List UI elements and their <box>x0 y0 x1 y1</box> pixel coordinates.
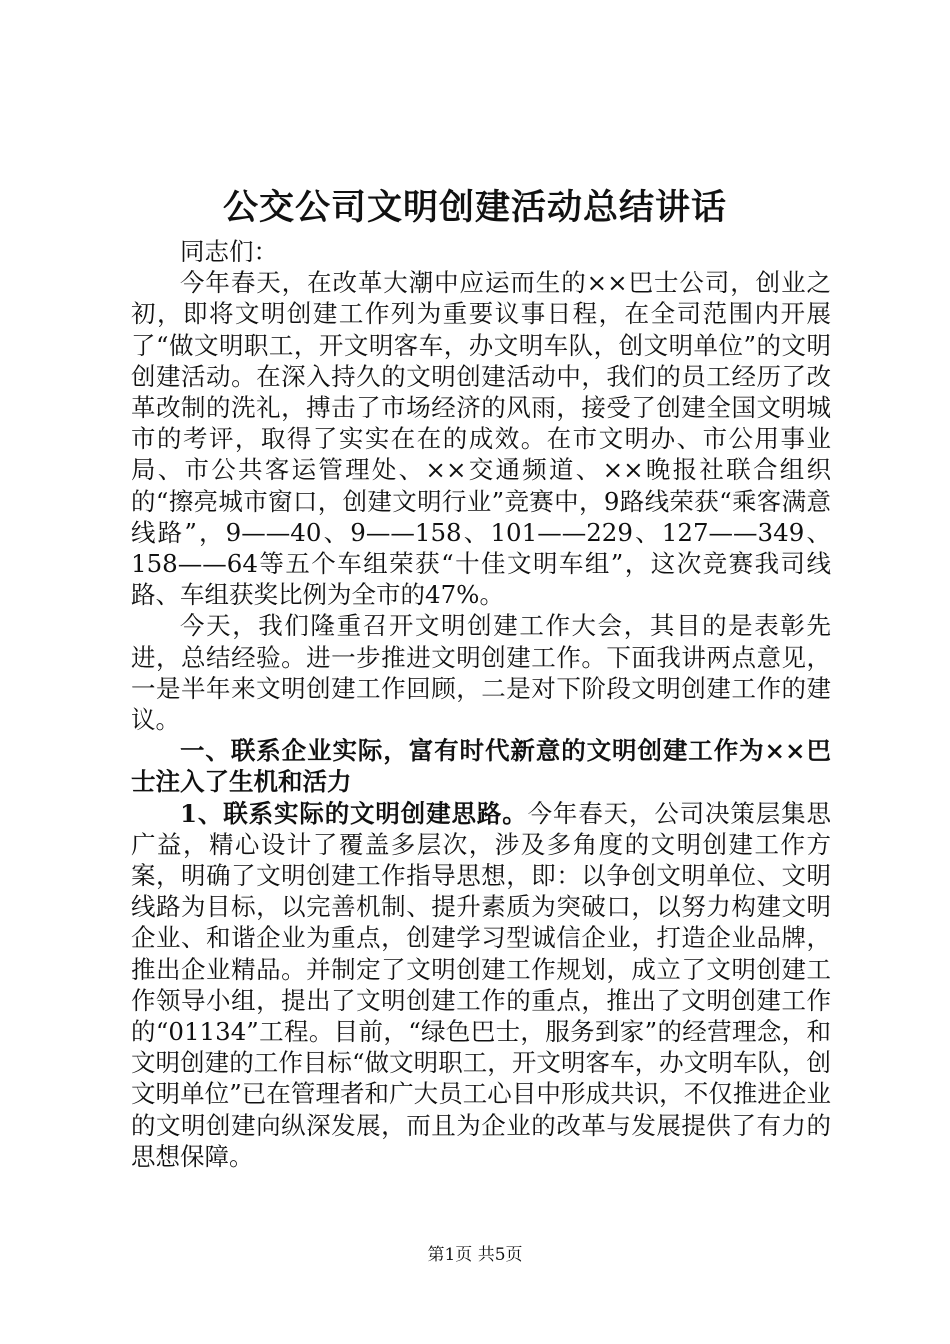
section-heading: 一、联系企业实际，富有时代新意的文明创建工作为××巴士注入了生机和活力 <box>131 736 831 797</box>
salutation: 同志们： <box>180 237 278 266</box>
subsection-lead: 1、联系实际的文明创建思路。 <box>180 798 528 828</box>
subsection-paragraph <box>131 798 831 1172</box>
page-footer: 第1页 共5页 <box>427 1245 523 1265</box>
paragraph-purpose: 今天，我们隆重召开文明创建工作大会，其目的是表彰先进，总结经验。进一步推进文明创建工作。下面我讲两点意见，一是半年来文明创建工作回顾，二是对下阶段文明创建工作的建议。 <box>131 611 831 735</box>
document-title: 公交公司文明创建活动总结讲话 <box>222 187 727 228</box>
document-body <box>131 236 831 1172</box>
paragraph-intro: 今年春天，在改革大潮中应运而生的××巴士公司，创业之初，即将文明创建工作列为重要议事日程，在全司范围内开展了“做文明职工，开文明客车，办文明车队，创文明单位”的文明创建活动。在深入持久的文明创建活动中，我们的员工经历了改革改制的洗礼，搏击了市场经济的风雨，接受了创建全国文明城市的考评，取得了实实在在的成效。在市文明办、市公用事业局、市公共客运管理处、××交通频道、××晚报社联合组织的“擦亮城市窗口，创建文明行业”竞赛中，9路线荣获“乘客满意线路”，9——40、9——158、101——229、127——349、158——64等五个车组荣获“十佳文明车组”，这次竞赛我司线路、车组获奖比例为全市的47%。 <box>131 268 831 610</box>
subsection-text: 今年春天，公司决策层集思广益，精心设计了覆盖多层次，涉及多角度的文明创建工作方案，明确了文明创建工作指导思想，即：以争创文明单位、文明线路为目标，以完善机制、提升素质为突破口，以努力构建文明企业、和谐企业为重点，创建学习型诚信企业，打造企业品牌，推出企业精品。并制定了文明创建工作规划，成立了文明创建工作领导小组，提出了文明创建工作的重点，推出了文明创建工作的“01134”工程。目前，“绿色巴士，服务到家”的经营理念，和文明创建的工作目标“做文明职工，开文明客车，办文明车队，创文明单位”已在管理者和广大员工心目中形成共识，不仅推进企业的文明创建向纵深发展，而且为企业的改革与发展提供了有力的思想保障。 <box>131 798 832 1171</box>
